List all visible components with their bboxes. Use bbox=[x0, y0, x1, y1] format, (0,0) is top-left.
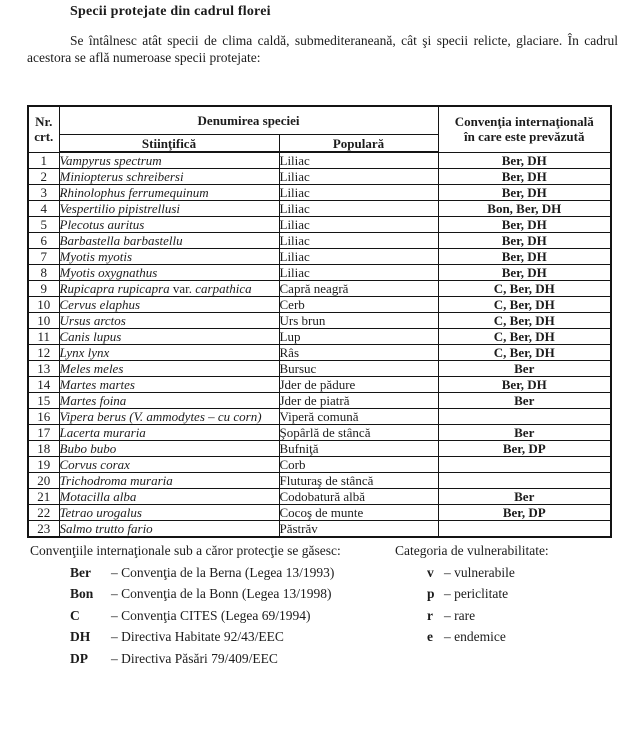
legend-desc: – Convenţia de la Bonn (Legea 13/1998) bbox=[111, 586, 332, 601]
vulnerability-legend-title: Categoria de vulnerabilitate: bbox=[395, 543, 549, 558]
legend-desc: – vulnerabile bbox=[444, 564, 515, 580]
cell-convention: Ber, DP bbox=[438, 441, 611, 457]
cell-convention bbox=[438, 457, 611, 473]
cell-scientific-name: Rhinolophus ferrumequinum bbox=[59, 185, 279, 201]
cell-scientific-name: Lynx lynx bbox=[59, 345, 279, 361]
legend-desc: – rare bbox=[444, 607, 476, 623]
column-header-scientific: Stiinţifică bbox=[59, 135, 279, 153]
legend-code: r bbox=[427, 607, 433, 623]
cell-nr: 6 bbox=[28, 233, 59, 249]
cell-scientific-name: Meles meles bbox=[59, 361, 279, 377]
cell-popular-name: Jder de pădure bbox=[279, 377, 438, 393]
table-row bbox=[28, 505, 611, 521]
table-row bbox=[28, 152, 611, 169]
cell-popular-name: Cocoş de munte bbox=[279, 505, 438, 521]
cell-convention bbox=[438, 473, 611, 489]
cell-popular-name: Liliac bbox=[279, 249, 438, 265]
cell-scientific-name: Miniopterus schreibersi bbox=[59, 169, 279, 185]
cell-scientific-name: Canis lupus bbox=[59, 329, 279, 345]
cell-scientific-name: Ursus arctos bbox=[59, 313, 279, 329]
cell-scientific-name: Martes martes bbox=[59, 377, 279, 393]
cell-scientific-name: Vipera berus (V. ammodytes – cu corn) bbox=[59, 409, 279, 425]
legend-item bbox=[70, 583, 395, 605]
cell-convention: C, Ber, DH bbox=[438, 281, 611, 297]
cell-nr: 23 bbox=[28, 521, 59, 538]
cell-nr: 1 bbox=[28, 152, 59, 169]
cell-popular-name: Liliac bbox=[279, 185, 438, 201]
cell-popular-name: Jder de piatră bbox=[279, 393, 438, 409]
cell-nr: 7 bbox=[28, 249, 59, 265]
cell-convention: Ber, DP bbox=[438, 505, 611, 521]
cell-nr: 5 bbox=[28, 217, 59, 233]
column-header-nr bbox=[28, 106, 59, 152]
page-title: Specii protejate din cadrul florei bbox=[70, 4, 271, 19]
cell-convention: C, Ber, DH bbox=[438, 313, 611, 329]
table-row bbox=[28, 345, 611, 361]
column-header-nr-line1: Nr. bbox=[35, 114, 53, 130]
legend-desc: – Convenţia de la Berna (Legea 13/1993) bbox=[111, 564, 335, 580]
cell-nr: 15 bbox=[28, 393, 59, 409]
cell-nr: 10 bbox=[28, 313, 59, 329]
column-header-species: Denumirea speciei bbox=[59, 106, 438, 135]
cell-convention: Ber, DH bbox=[438, 265, 611, 281]
legend-code: Ber bbox=[70, 564, 91, 580]
table-row bbox=[28, 521, 611, 538]
scientific-name-part: carpathica bbox=[195, 281, 252, 296]
cell-scientific-name bbox=[59, 281, 279, 297]
table-row bbox=[28, 457, 611, 473]
cell-convention: Ber, DH bbox=[438, 185, 611, 201]
cell-convention: Ber, DH bbox=[438, 377, 611, 393]
legend-item bbox=[70, 648, 395, 670]
table-row bbox=[28, 361, 611, 377]
cell-nr: 22 bbox=[28, 505, 59, 521]
legend-item bbox=[427, 583, 618, 605]
cell-nr: 18 bbox=[28, 441, 59, 457]
cell-popular-name: Corb bbox=[279, 457, 438, 473]
cell-popular-name: Păstrăv bbox=[279, 521, 438, 538]
species-table-header bbox=[28, 106, 611, 152]
legend-desc: – Directiva Păsări 79/409/EEC bbox=[111, 650, 278, 666]
cell-scientific-name: Salmo trutto fario bbox=[59, 521, 279, 538]
cell-scientific-name: Corvus corax bbox=[59, 457, 279, 473]
cell-nr: 3 bbox=[28, 185, 59, 201]
legend-section bbox=[27, 540, 618, 669]
legend-code: p bbox=[427, 586, 435, 601]
cell-popular-name: Şopârlă de stâncă bbox=[279, 425, 438, 441]
legend-item bbox=[427, 605, 618, 627]
legend-desc: – endemice bbox=[444, 629, 506, 644]
table-row bbox=[28, 377, 611, 393]
cell-scientific-name: Trichodroma muraria bbox=[59, 473, 279, 489]
cell-nr: 16 bbox=[28, 409, 59, 425]
cell-convention: Bon, Ber, DH bbox=[438, 201, 611, 217]
legend-item bbox=[70, 605, 395, 627]
conventions-legend bbox=[27, 540, 395, 669]
table-row bbox=[28, 329, 611, 345]
cell-convention: Ber bbox=[438, 489, 611, 505]
cell-nr: 13 bbox=[28, 361, 59, 377]
cell-nr: 8 bbox=[28, 265, 59, 281]
cell-convention bbox=[438, 409, 611, 425]
cell-convention: C, Ber, DH bbox=[438, 345, 611, 361]
cell-scientific-name: Cervus elaphus bbox=[59, 297, 279, 313]
legend-desc: – Convenţia CITES (Legea 69/1994) bbox=[111, 607, 311, 623]
table-row bbox=[28, 217, 611, 233]
cell-popular-name: Urs brun bbox=[279, 313, 438, 329]
column-header-popular: Populară bbox=[279, 135, 438, 153]
legend-desc: – Directiva Habitate 92/43/EEC bbox=[111, 629, 284, 644]
cell-popular-name: Liliac bbox=[279, 217, 438, 233]
table-row bbox=[28, 393, 611, 409]
legend-item bbox=[70, 626, 395, 648]
cell-scientific-name: Tetrao urogalus bbox=[59, 505, 279, 521]
cell-nr: 2 bbox=[28, 169, 59, 185]
cell-popular-name: Viperă comună bbox=[279, 409, 438, 425]
cell-popular-name: Liliac bbox=[279, 265, 438, 281]
table-row bbox=[28, 473, 611, 489]
legend-desc: – periclitate bbox=[444, 586, 509, 601]
legend-code: C bbox=[70, 607, 80, 623]
cell-popular-name: Liliac bbox=[279, 233, 438, 249]
legend-code: Bon bbox=[70, 586, 94, 601]
legend-item bbox=[427, 626, 618, 648]
cell-popular-name: Fluturaş de stâncă bbox=[279, 473, 438, 489]
vulnerability-legend bbox=[395, 540, 618, 669]
column-header-convention bbox=[438, 106, 611, 152]
species-table bbox=[27, 105, 612, 538]
cell-nr: 20 bbox=[28, 473, 59, 489]
table-row bbox=[28, 265, 611, 281]
cell-popular-name: Bufniţă bbox=[279, 441, 438, 457]
cell-scientific-name: Motacilla alba bbox=[59, 489, 279, 505]
cell-popular-name: Cerb bbox=[279, 297, 438, 313]
table-row bbox=[28, 185, 611, 201]
cell-scientific-name: Bubo bubo bbox=[59, 441, 279, 457]
column-header-convention-line2: în care este prevăzută bbox=[464, 129, 585, 145]
table-row bbox=[28, 425, 611, 441]
table-row bbox=[28, 169, 611, 185]
cell-popular-name: Liliac bbox=[279, 169, 438, 185]
cell-popular-name: Râs bbox=[279, 345, 438, 361]
cell-convention bbox=[438, 521, 611, 538]
table-row bbox=[28, 313, 611, 329]
cell-nr: 10 bbox=[28, 297, 59, 313]
species-table-body bbox=[28, 152, 611, 537]
intro-paragraph: Se întâlnesc atât specii de clima caldă, submediteraneană, cât şi specii relicte, glaciare. În cadrul acestora se află numeroase specii protejate: bbox=[27, 33, 618, 65]
legend-code: e bbox=[427, 629, 433, 644]
cell-scientific-name: Vampyrus spectrum bbox=[59, 152, 279, 169]
table-row bbox=[28, 441, 611, 457]
cell-nr: 12 bbox=[28, 345, 59, 361]
cell-nr: 17 bbox=[28, 425, 59, 441]
conventions-legend-items bbox=[27, 562, 395, 670]
legend-item bbox=[427, 562, 618, 584]
cell-convention: C, Ber, DH bbox=[438, 329, 611, 345]
scientific-name-part: Rupicapra rupicapra bbox=[59, 281, 173, 296]
table-row bbox=[28, 409, 611, 425]
cell-nr: 14 bbox=[28, 377, 59, 393]
cell-convention: Ber, DH bbox=[438, 169, 611, 185]
vulnerability-legend-items bbox=[395, 562, 618, 648]
cell-nr: 19 bbox=[28, 457, 59, 473]
legend-code: DH bbox=[70, 629, 91, 644]
cell-convention: Ber bbox=[438, 425, 611, 441]
scientific-name-part: var. bbox=[172, 281, 196, 296]
cell-popular-name: Capră neagră bbox=[279, 281, 438, 297]
table-row bbox=[28, 233, 611, 249]
cell-nr: 21 bbox=[28, 489, 59, 505]
conventions-legend-title: Convenţiile internaţionale sub a căror protecţie se găsesc: bbox=[30, 543, 341, 558]
cell-popular-name: Lup bbox=[279, 329, 438, 345]
cell-popular-name: Bursuc bbox=[279, 361, 438, 377]
cell-nr: 9 bbox=[28, 281, 59, 297]
cell-popular-name: Codobatură albă bbox=[279, 489, 438, 505]
cell-scientific-name: Myotis myotis bbox=[59, 249, 279, 265]
cell-nr: 11 bbox=[28, 329, 59, 345]
table-row bbox=[28, 201, 611, 217]
legend-code: v bbox=[427, 564, 434, 580]
cell-nr: 4 bbox=[28, 201, 59, 217]
cell-scientific-name: Vespertilio pipistrellusi bbox=[59, 201, 279, 217]
table-row bbox=[28, 281, 611, 297]
cell-scientific-name: Lacerta muraria bbox=[59, 425, 279, 441]
cell-scientific-name: Plecotus auritus bbox=[59, 217, 279, 233]
table-row bbox=[28, 489, 611, 505]
cell-convention: Ber, DH bbox=[438, 217, 611, 233]
cell-convention: Ber, DH bbox=[438, 152, 611, 169]
table-row bbox=[28, 297, 611, 313]
cell-convention: Ber bbox=[438, 393, 611, 409]
column-header-convention-line1: Convenţia internaţională bbox=[454, 114, 594, 130]
cell-convention: Ber, DH bbox=[438, 233, 611, 249]
cell-scientific-name: Barbastella barbastellu bbox=[59, 233, 279, 249]
cell-convention: Ber, DH bbox=[438, 249, 611, 265]
cell-scientific-name: Myotis oxygnathus bbox=[59, 265, 279, 281]
cell-convention: C, Ber, DH bbox=[438, 297, 611, 313]
cell-popular-name: Liliac bbox=[279, 201, 438, 217]
cell-popular-name: Liliac bbox=[279, 152, 438, 169]
table-row bbox=[28, 249, 611, 265]
legend-code: DP bbox=[70, 650, 88, 666]
legend-item bbox=[70, 562, 395, 584]
cell-scientific-name: Martes foina bbox=[59, 393, 279, 409]
column-header-nr-line2: crt. bbox=[34, 129, 54, 145]
cell-convention: Ber bbox=[438, 361, 611, 377]
